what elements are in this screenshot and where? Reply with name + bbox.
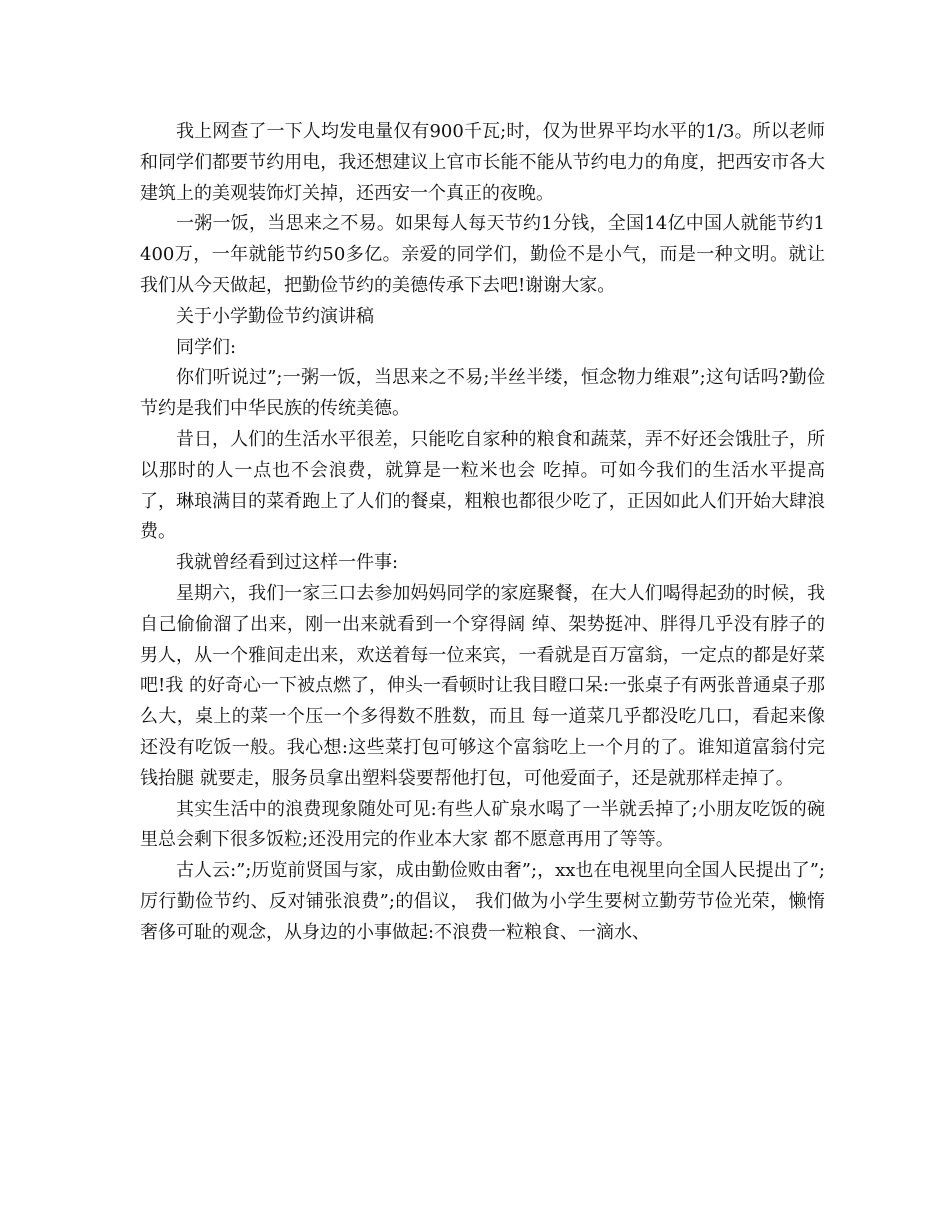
paragraph-5: 我就曾经看到过这样一件事: xyxy=(176,552,399,574)
section-title: 关于小学勤俭节约演讲稿 xyxy=(176,305,374,327)
salutation: 同学们: xyxy=(176,336,237,358)
paragraph-2: 一粥一饭，当思来之不易。如果每人每天节约1分钱，全国14亿中国人就能节约1400万，一年就能节约50多亿。亲爱的同学们，勤俭不是小气，而是一种文明。就让我们从今天做起，把勤俭节约的美德传承下去吧!谢谢大家。 xyxy=(140,213,825,296)
paragraph-8: 古人云:”;历览前贤国与家，成由勤俭败由奢”;，xx也在电视里向全国人民提出了”;厉行勤俭节约、反对铺张浪费”;的倡议， 我们做为小学生要树立勤劳节俭光荣，懒惰奢侈可耻的观念，从身边的小事做起:不浪费一粒粮食、一滴水、 xyxy=(140,860,825,943)
paragraph-7: 其实生活中的浪费现象随处可见:有些人矿泉水喝了一半就丢掉了;小朋友吃饭的碗里总会剩下很多饭粒;还没用完的作业本大家 都不愿意再用了等等。 xyxy=(140,798,825,851)
paragraph-3: 你们听说过”;一粥一饭，当思来之不易;半丝半缕，恒念物力维艰”;这句话吗?勤俭节约是我们中华民族的传统美德。 xyxy=(140,367,825,420)
paragraph-1: 我上网查了一下人均发电量仅有900千瓦;时，仅为世界平均水平的1/3。所以老师和同学们都要节约用电，我还想建议上官市长能不能从节约电力的角度，把西安市各大建筑上的美观装饰灯关掉，还西安一个真正的夜晚。 xyxy=(140,121,825,204)
paragraph-6: 星期六，我们一家三口去参加妈妈同学的家庭聚餐，在大人们喝得起劲的时候，我自己偷偷溜了出来，刚一出来就看到一个穿得阔 绰、架势挺冲、胖得几乎没有脖子的男人，从一个雅间走出来，欢送着每一位来宾，一看就是百万富翁，一定点的都是好菜吧!我 的好奇心一下被点燃了，伸头一看顿时让我目瞪口呆:一张桌子有两张普通桌子那么大，桌上的菜一个压一个多得数不胜数，而且 每一道菜几乎都没吃几口，看起来像还没有吃饭一般。我心想:这些菜打包可够这个富翁吃上一个月的了。谁知道富翁付完钱抬腿 就要走，服务员拿出塑料袋要帮他打包，可他爱面子，还是就那样走掉了。 xyxy=(140,582,826,789)
paragraph-4: 昔日，人们的生活水平很差，只能吃自家种的粮食和蔬菜，弄不好还会饿肚子，所以那时的人一点也不会浪费，就算是一粒米也会 吃掉。可如今我们的生活水平提高了，琳琅满目的菜肴跑上了人们的餐桌，粗粮也都很少吃了，正因如此人们开始大肆浪费。 xyxy=(140,428,825,543)
